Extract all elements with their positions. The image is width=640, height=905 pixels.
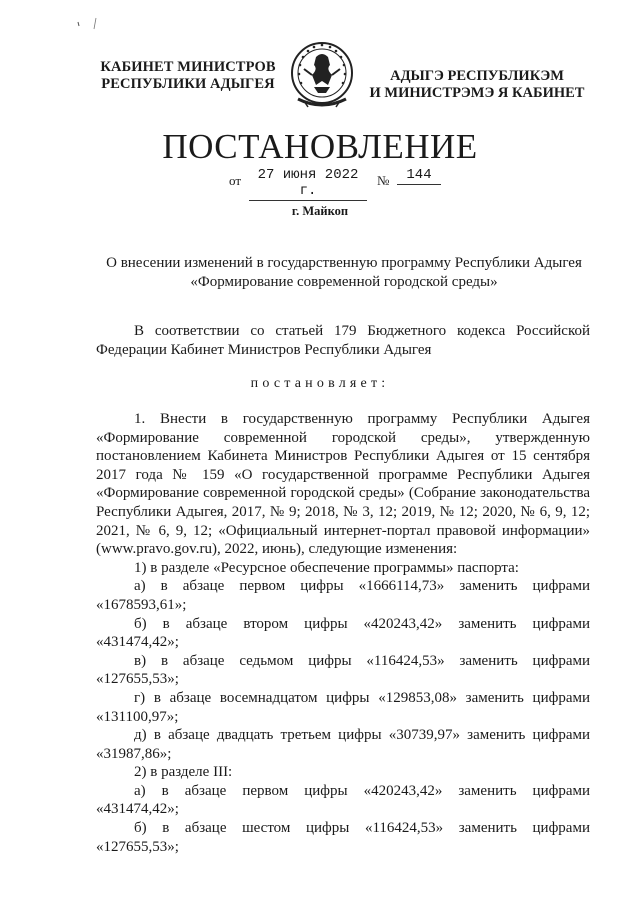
date-value: 27 июня 2022 г. (249, 167, 367, 201)
item-1d: г) в абзаце восемнадцатом цифры «129853,08» заменить цифрами «131100,97»; (96, 689, 590, 725)
item-2b: б) в абзаце шестом цифры «116424,53» заменить цифрами «127655,53»; (96, 820, 590, 855)
document-body (96, 410, 590, 856)
issuer-name-adyghe (368, 68, 586, 102)
issuer-russian-line-2: РЕСПУБЛИКИ АДЫГЕЯ (101, 76, 275, 92)
issuer-adyghe-line-1: АДЫГЭ РЕСПУБЛИКЭМ (390, 68, 564, 84)
paragraph-1: 1. Внести в государственную программу Республики Адыгея «Формирование современной городской среды», утвержденную постановлением Кабинета Министров Республики Адыгея от 15 сентября 2017 года № 159 «О государственной программе Республики Адыгея «Формирование современной городской среды» (Собрание законодательства Республики Адыгея, 2017, № 9; 2018, № 3, 12; 2019, № 12; 2020, № 6, 9, 12; 2021, № 6, 9, 12; «Официальный интернет-портал правовой информации» (www.pravo.gov.ru), 2022, июнь), следующие изменения: (96, 411, 590, 558)
item-1b: б) в абзаце втором цифры «420243,42» заменить цифрами «431474,42»; (96, 615, 590, 651)
date-from-label: от (229, 173, 242, 188)
preamble-text: В соответствии со статьей 179 Бюджетного кодекса Российской Федерации Кабинет Министров Республики Адыгея (96, 323, 590, 358)
subject-line-2: «Формирование современной городской среды» (190, 274, 498, 290)
document-title: ПОСТАНОВЛЕНИЕ (162, 127, 478, 166)
issuer-adyghe-line-2: И МИНИСТРЭМЭ Я КАБИНЕТ (369, 85, 585, 101)
issuer-name-russian (88, 59, 288, 93)
item-2a: а) в абзаце первом цифры «420243,42» заменить цифрами «431474,42»; (96, 782, 590, 818)
document-subject (96, 254, 592, 292)
number-value: 144 (397, 167, 441, 185)
item-2: 2) в разделе III: (134, 764, 233, 781)
city: г. Майкоп (291, 204, 349, 218)
date-number-line (229, 167, 469, 199)
subject-line-1: О внесении изменений в государственную программу Республики Адыгея (106, 255, 582, 271)
number-label: № (377, 173, 390, 188)
item-1: 1) в разделе «Ресурсное обеспечение программы» паспорта: (134, 559, 519, 576)
item-1a: а) в абзаце первом цифры «1666114,73» заменить цифрами «1678593,61»; (96, 578, 590, 613)
item-1c: в) в абзаце седьмом цифры «116424,53» заменить цифрами «127655,53»; (96, 652, 590, 688)
resolves-heading: постановляет: (250, 376, 390, 391)
item-1e: д) в абзаце двадцать третьем цифры «30739,97» заменить цифрами «31987,86»; (96, 727, 590, 762)
adygea-coat-of-arms-icon (286, 35, 358, 115)
pen-mark-icon (76, 16, 100, 30)
issuer-russian-line-1: КАБИНЕТ МИНИСТРОВ (100, 59, 276, 75)
preamble (96, 322, 590, 360)
